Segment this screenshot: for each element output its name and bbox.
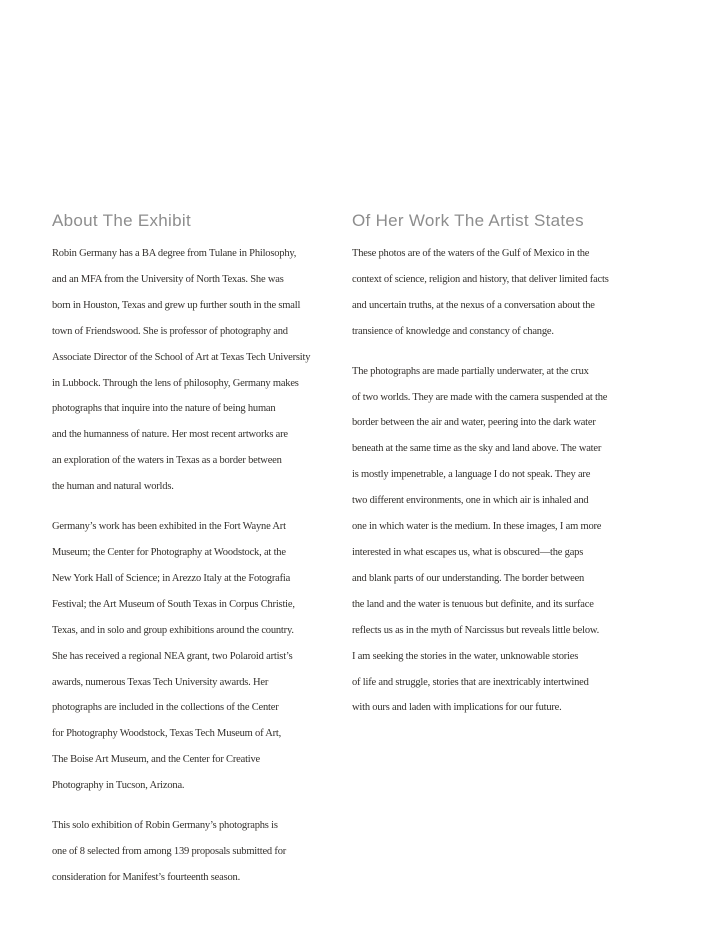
text-line: with ours and laden with implications for our future. xyxy=(352,702,562,714)
artist-statement-heading: Of Her Work The Artist States xyxy=(352,211,584,230)
text-line: the human and natural worlds. xyxy=(52,481,174,493)
text-line: context of science, religion and history, that deliver limited facts xyxy=(352,273,609,285)
text-line: interested in what escapes us, what is obscured—the gaps xyxy=(352,546,584,558)
text-line: two different environments, one in which air is inhaled and xyxy=(352,495,589,507)
paragraph xyxy=(52,813,344,891)
text-line: and blank parts of our understanding. The border between xyxy=(352,572,585,584)
text-line: photographs are included in the collections of the Center xyxy=(52,702,279,714)
text-line: Germany’s work has been exhibited in the Fort Wayne Art xyxy=(52,521,286,533)
text-line: consideration for Manifest’s fourteenth season. xyxy=(52,871,241,883)
text-line: Photography in Tucson, Arizona. xyxy=(52,780,185,792)
text-line: Associate Director of the School of Art at Texas Tech University xyxy=(52,351,311,363)
text-line: and an MFA from the University of North Texas. She was xyxy=(52,273,284,285)
text-line: Festival; the Art Museum of South Texas in Corpus Christie, xyxy=(52,598,295,610)
text-line: New York Hall of Science; in Arezzo Italy at the Fotografia xyxy=(52,572,291,584)
text-line: the land and the water is tenuous but definite, and its surface xyxy=(352,598,594,610)
text-line: The Boise Art Museum, and the Center for Creative xyxy=(52,754,261,766)
text-line: and the humanness of nature. Her most recent artworks are xyxy=(52,429,288,441)
about-the-exhibit-paragraphs xyxy=(52,241,344,891)
artist-statement-paragraphs xyxy=(352,241,692,721)
text-line: of two worlds. They are made with the camera suspended at the xyxy=(352,391,608,403)
column-artist-statement xyxy=(352,211,692,735)
text-line: transience of knowledge and constancy of change. xyxy=(352,325,554,337)
text-line: awards, numerous Texas Tech University awards. Her xyxy=(52,676,269,688)
text-line: She has received a regional NEA grant, two Polaroid artist’s xyxy=(52,650,293,662)
text-line: one in which water is the medium. In these images, I am more xyxy=(352,521,602,533)
text-line: Texas, and in solo and group exhibitions around the country. xyxy=(52,624,294,636)
text-line: born in Houston, Texas and grew up further south in the small xyxy=(52,299,301,311)
text-line: I am seeking the stories in the water, unknowable stories xyxy=(352,650,579,662)
text-line: of life and struggle, stories that are inextricably intertwined xyxy=(352,676,589,688)
about-the-exhibit-heading: About The Exhibit xyxy=(52,211,191,230)
text-line: and uncertain truths, at the nexus of a conversation about the xyxy=(352,299,595,311)
paragraph xyxy=(352,241,692,345)
text-line: for Photography Woodstock, Texas Tech Museum of Art, xyxy=(52,728,282,740)
text-line: border between the air and water, peering into the dark water xyxy=(352,417,596,429)
paragraph xyxy=(352,359,692,722)
text-line: beneath at the same time as the sky and land above. The water xyxy=(352,443,602,455)
text-line: Robin Germany has a BA degree from Tulane in Philosophy, xyxy=(52,248,297,259)
text-line: This solo exhibition of Robin Germany’s photographs is xyxy=(52,820,278,832)
text-line: is mostly impenetrable, a language I do not speak. They are xyxy=(352,469,591,481)
text-line: The photographs are made partially underwater, at the crux xyxy=(352,365,589,377)
text-line: an exploration of the waters in Texas as a border between xyxy=(52,455,282,467)
text-line: photographs that inquire into the nature of being human xyxy=(52,403,276,415)
column-about-the-exhibit xyxy=(52,211,344,905)
text-line: Museum; the Center for Photography at Woodstock, at the xyxy=(52,546,286,558)
paragraph xyxy=(52,241,344,500)
paragraph xyxy=(52,514,344,799)
text-line: in Lubbock. Through the lens of philosophy, Germany makes xyxy=(52,377,299,389)
text-line: one of 8 selected from among 139 proposals submitted for xyxy=(52,845,287,857)
text-line: reflects us as in the myth of Narcissus but reveals little below. xyxy=(352,624,600,636)
text-line: town of Friendswood. She is professor of photography and xyxy=(52,325,288,337)
text-line: These photos are of the waters of the Gulf of Mexico in the xyxy=(352,248,590,259)
